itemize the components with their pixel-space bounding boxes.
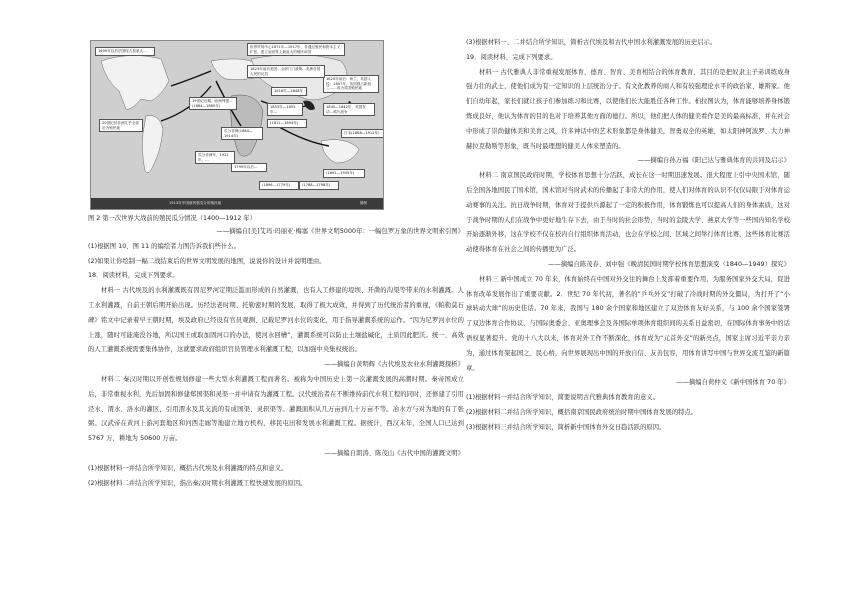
source-line-5: ——摘编自陈茂春、刘中强《晚清民国时期学校体育思想演变（1840—1949）探究》 — [548, 260, 790, 268]
map-footer-bar — [91, 198, 383, 209]
material-1-egypt: 材料一 古代埃及的水利灌溉既有因尼罗河定期泛滥而形成的自然灌溉，也有人工修建的堤坝、开凿的沟渠等带来的水利灌溉。人工水利灌溉，自前王朝后期开始出现。历经法老时期、托勒密时期的发展，取得了极大成效，并得到了历代统治者的重视，《帕勒莫石碑》铭文中记录着早王朝时期，埃及政府已经设有官员观测、记载尼罗河水位的变化，用于指导灌溉系统的运作。“因为尼罗河水位的上涨，随时可能淹没谷地，所以国王或取加固河口的办法，使河水回槽”，灌溉系统可以防止土壤盐碱化，土质因此肥沃。统一、高效的人工灌溉系统需要集体协作，这就要求政府组织官员管理水利灌溉工程，以加强中央集权统治。 — [88, 287, 464, 354]
question-19-1: (1)根据材料一并结合所学知识，简要说明古代雅典体育教育的意义。 — [466, 394, 660, 402]
map-label-11: 日本(1868—1912年) — [341, 129, 384, 138]
map-label-17: 瓜分非洲年，1921年，… — [195, 151, 235, 164]
figure-caption: 图 2 第一次世界大战前的殖民瓜分情况（1400—1912 年） — [88, 215, 256, 222]
map-label-3: 1823年前后美国…全部门门政策…美洲各国人民的反抗 — [247, 65, 325, 78]
question-18-heading: 18．阅读材料，完成下列要求。 — [88, 272, 179, 280]
map-label-6: 20世纪初非洲几乎全部沦为殖民地 — [99, 119, 143, 132]
map-label-12: (1611—1894年) — [267, 119, 307, 128]
map-label-2: 1820年前后：荷兰、英国入侵；1847年，英国强占新西兰……成为英国殖民地 — [323, 75, 379, 93]
material-1-athens: 材料一 古代雅典人非常重视发展体育，德育、智育、美育相结合的体育教育，其目的是把奴隶主子弟训练成身强力壮的武士，使他们成为有一定知识的上层统治分子。有文化教养的商人和有较强理论水平的政治家、雄辩家。他们自幼年起，家长们就让孩子们参加练习和比赛，以使他们长大能胜任各种工作。柏拉图认为，体育能够培养身体锻炼成良好，他认为体育的目的也对于培养其他方面的德行。所以，他们把人体的健美看作是美的最高标准，并在社会中形成了崇尚健体美和美育之风，许多神话中的艺术形象都是身体健美，智勇双全的英雄，如太阳神阿波罗、大力神赫拉克勒斯等形象，既当时最理想的健美人体来塑造的。 — [466, 68, 790, 150]
material-2-nanjing: 材料二 南京国民政府时期，学校体育思想十分活跃，成长在这一时期迅速发展。很大程度上引中央国术馆，随后全国各地国民了国术馆，国术馆对当时武术的传播起了非常大的作用，使人们对体育的认识不仅仅局限于对体育运动赛事的关注。抗日战争时期，体育对于提供兵源起了一定的积极作用，体育锻炼也可以提高人们的身体素质，这对于战争时期的人们在战争中更好地生存下去，由于当时的社会形势，当时的金陵大学、燕京大学等一些国内知名学校开始逐渐外移，这在学校不仅在校内自行组织体育活动，也会在学校之间、区域之间举行体育比赛，这些体育比赛活动使得体育在社会之间的传播更为广泛。 — [466, 172, 790, 254]
right-column — [466, 36, 790, 436]
map-label-7: 瓜分非洲(1884—1914年) — [221, 127, 263, 140]
source-line-3: ——摘编自朗涛、陈茂山《古代中国的灌溉文明》 — [324, 449, 464, 457]
left-column — [88, 40, 464, 491]
question-2: (2)如果让你绘制一幅二战结束后的世界文明发展的地图，说说你的设计并说明理由。 — [88, 257, 326, 265]
question-19-3: (3)根据材料三并结合所学知识，简析新中国体育外交日趋活跃的原因。 — [466, 423, 666, 431]
source-line-4: ——摘编自孙万福《阳已达与雅典体育的共同及启示》 — [637, 157, 790, 165]
map-label-10: 1853年—1855年… — [267, 103, 303, 116]
map-footer-left: 1913年中国被列强瓜分的殖民地 — [169, 201, 222, 205]
source-line-6: ——摘编自荷仲义《新中国体育 70 年》 — [676, 379, 790, 387]
map-label-13: (1891—1945年) — [323, 169, 365, 178]
question-19-2: (2)根据材料二并结合所学知识，概括南京国民政府统治时期中国体育发展的特点。 — [466, 408, 698, 416]
map-label-5: 19世纪后期，欧洲列强…(1884—1885年) — [189, 97, 237, 110]
source-line-1: ——摘编自[美]艾玛·玛丽亚·梅塞《世界文明5000年：一幅包罗万象的世界文明索引图》 — [216, 228, 464, 235]
question-1: (1)根据图 10、图 11 的编绘者力图告诉我们些什么。 — [88, 242, 241, 250]
material-3-new-china: 材料三 新中国成立 70 年来，体育始终在中国对外交往的舞台上发挥着重要作用，为服务国家外交大局，促进体育改革发展作出了重要贡献。2．世纪 70 年代初，著名的“乒乓外交”打破了冷战时期的外交僵局，为打开了“小球转动大球”的历史佳话。70 年来，我国与 180 余个国家和地区建立了双边体育友好关系，与 100 余个国家签署了双边体育合作协议，与国际奥委会、亚奥理事会及各国际单项体育组织间的关系日益密切，在国际体育事务中的话语权显著提升。党的十八大以来，体育对外工作不断深化，体育成为“元首外交”的新亮点，国家主席习近平亲力亲为，通过体育架起国之、民心桥，向世界展现出中国的开放自信、友善包容，用体育讲写中国与世界交流互鉴的新篇章。 — [466, 275, 790, 372]
map-footer-right: 图例 — [359, 201, 367, 205]
map-label-1: 世界贸易中心1871年—1917年，各通过殖民和资本主义扩张，建立起世界上最庞大的殖民帝国 — [247, 43, 345, 56]
map-label-16: 1799年以后… — [231, 163, 267, 172]
question-19-heading: 19．阅读材料，完成下列要求。 — [466, 53, 557, 61]
map-label-9: 1616年—1848年 — [271, 87, 307, 96]
map-label-8: 1840—1842年，英国发动…鸦片战争 — [323, 103, 375, 116]
map-label-4: 1600年以后法国侵占加拿大… — [95, 47, 155, 56]
material-2-qin-han: 材料二 秦汉时期以开创性规划修建一些大型水利灌溉工程而著名。被称为中国历史上第一次灌溉发展的高潮时期。秦帝国成立后，非常重视水利，先后加固和修建郑国渠和灵渠一并申请有为灌溉工程。汉代统治者在不断维持前代水利工程的同时，还修建了引用泾水、渭水、洛水的灌区，引用渭水及其支流的有成国渠、灵轵渠等。灌溉面积从几万亩到几十万亩不等。冶水方与对为地的有了张弼。汉武帝在黄河上游河套地区和河西走廊等地建立地方机构，移民屯田和发展水利灌溉工程。据统计，西汉末年，全国人口已达到 5767 万，耕地为 50600 万亩。 — [88, 375, 464, 443]
question-18-2: (2)根据材料二并结合所学知识，指出秦汉时期水利灌溉工程快速发展的原因。 — [88, 479, 307, 487]
source-line-2: ——摘编自黄明辉《古代埃及农业水利灌溉探析》 — [324, 361, 464, 369]
question-18-3: (3)根据材料一、二并结合所学知识，简析古代埃及和古代中国水利灌溉发展的历史启示。 — [466, 39, 717, 46]
world-colonial-map-figure — [90, 40, 384, 210]
question-18-1: (1)根据材料一并结合所学知识，概括古代埃及水利灌溉的特点和意义。 — [88, 464, 288, 472]
map-label-15: (1896—1779年) — [259, 181, 299, 190]
map-label-14: (1788—1798年) — [299, 181, 339, 190]
